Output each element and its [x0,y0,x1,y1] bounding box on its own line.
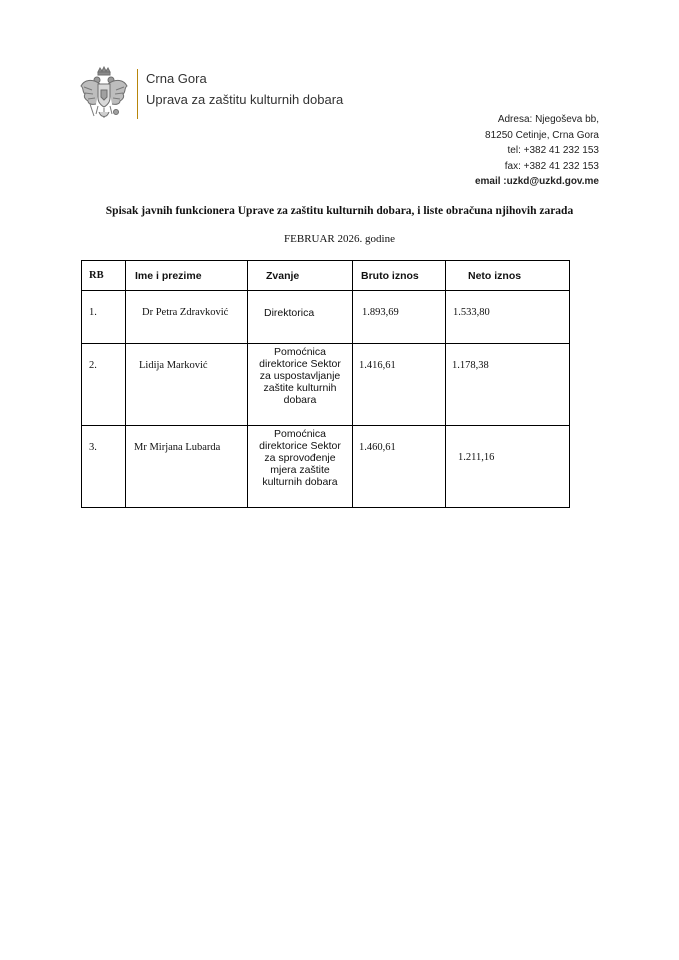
column-header-title: Zvanje [248,261,353,291]
contact-block [475,112,599,190]
bruto-text: 1.460,61 [359,442,396,453]
cell-name [126,291,248,344]
rb-text: 1. [89,307,97,318]
table-row [82,426,570,508]
cell-rb [82,291,126,344]
neto-text: 1.533,80 [453,307,490,318]
name-text: Lidija Marković [139,360,208,371]
cell-name [126,426,248,508]
rb-text: 2. [89,360,97,371]
cell-rb [82,344,126,426]
table-header-row [82,261,570,291]
bruto-text: 1.416,61 [359,360,396,371]
name-text: Dr Petra Zdravković [142,307,229,318]
address-line: Adresa: Njegoševa bb, [497,114,599,125]
table-row [82,344,570,426]
email-address: email :uzkd@uzkd.gov.me [474,176,599,187]
rb-text: 3. [89,442,97,453]
name-text: Mr Mirjana Lubarda [134,442,221,453]
column-header-name: Ime i prezime [126,261,248,291]
address-line: 81250 Cetinje, Crna Gora [485,129,599,141]
cell-rb [82,426,126,508]
organization-name: Uprava za zaštitu kulturnih dobara [146,92,344,107]
cell-neto [446,426,570,508]
cell-title [248,291,353,344]
neto-text: 1.178,38 [452,360,489,371]
fax-number: fax: +382 41 232 153 [504,160,599,172]
cell-bruto [353,291,446,344]
document-period: FEBRUAR 2026. godine [284,233,395,245]
header-divider [137,69,138,119]
cell-neto [446,291,570,344]
column-header-neto: Neto iznos [446,261,570,291]
column-header-rb: RB [82,261,126,291]
title-text: Direktorica [264,307,315,319]
neto-text: 1.211,16 [458,452,495,463]
cell-neto [446,344,570,426]
title-text: Pomoćnica direktorice Sektor za uspostavljanje zaštite kulturnih dobara [259,346,341,406]
montenegro-coat-of-arms-icon [78,66,130,126]
cell-bruto [353,344,446,426]
cell-name [126,344,248,426]
salary-table [81,260,570,508]
column-header-bruto: Bruto iznos [353,261,446,291]
cell-bruto [353,426,446,508]
cell-title [248,426,353,508]
bruto-text: 1.893,69 [362,307,399,318]
cell-title [248,344,353,426]
title-text: Pomoćnica direktorice Sektor za sprovođenje mjera zaštite kulturnih dobara [259,428,341,488]
document-title: Spisak javnih funkcionera Uprave za zaštitu kulturnih dobara, i liste obračuna njihovih zarada [105,205,574,217]
phone-number: tel: +382 41 232 153 [507,145,599,156]
table-row [82,291,570,344]
country-name: Crna Gora [146,71,207,86]
